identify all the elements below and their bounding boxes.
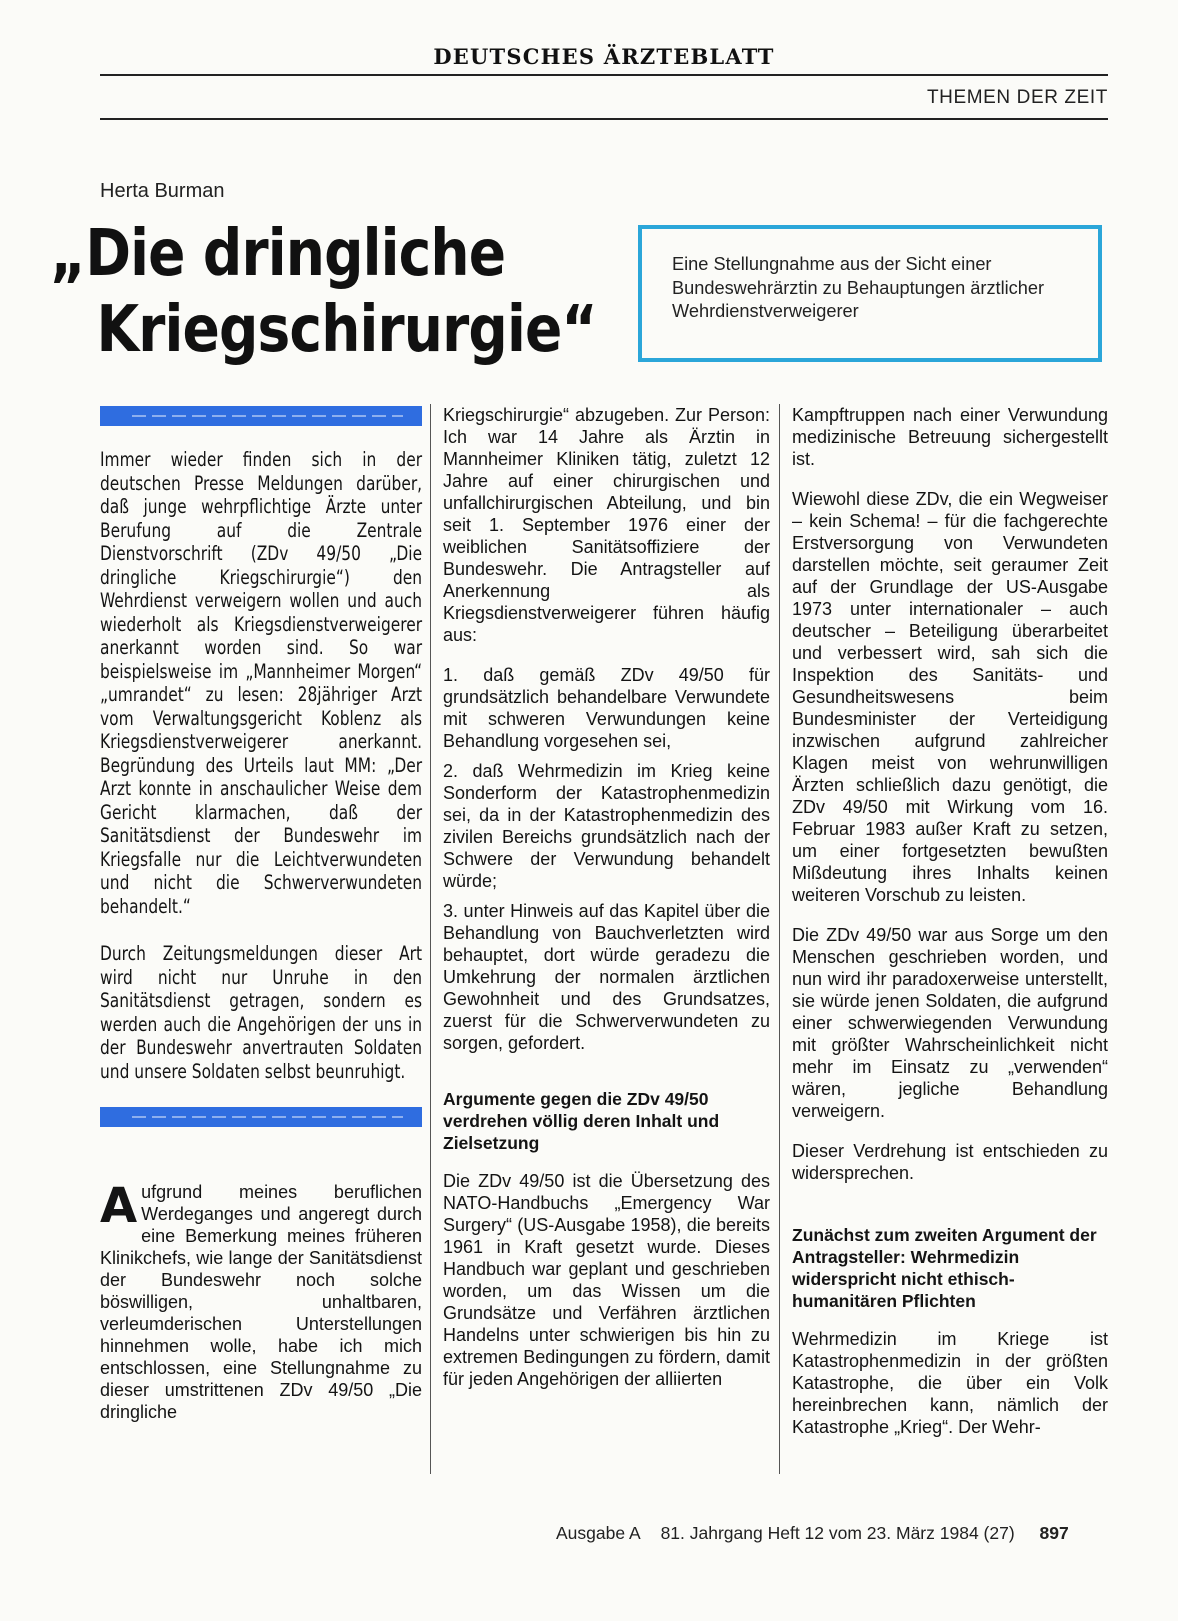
masthead: DEUTSCHES ÄRZTEBLATT xyxy=(433,44,775,69)
body-paragraph: Aufgrund meines beruflichen Werdeganges und angeregt durch eine Bemerkung meines früheren Klinikchefs, wie lange der Sanitätsdienst der Bundeswehr noch solche böswilligen, unhaltbaren, verleumderischen Unterstellungen hinnehmen wolle, habe ich mich entschlossen, eine Stellungnahme zu dieser umstrittenen ZDv 49/50 „Die dringliche xyxy=(100,1178,422,1422)
column-3 xyxy=(792,404,1108,1456)
headline-line-1: „Die dringliche xyxy=(50,217,506,291)
list-item: 2. daß Wehrmedizin im Krieg keine Sonderform der Katastrophenmedizin sei, da in der Katastrophenmedizin des zivilen Bereichs grundsätzlich nach der Schwere der Verwundung behandelt würde; xyxy=(443,761,770,891)
issue-info: 81. Jahrgang Heft 12 vom 23. März 1984 (27) xyxy=(660,1523,1015,1543)
column-2 xyxy=(443,404,770,1408)
headline xyxy=(50,216,597,368)
body-paragraph: Die ZDv 49/50 ist die Übersetzung des NATO-Handbuchs „Emergency War Surgery“ (US-Ausgabe 1958), die bereits 1961 in Kraft gesetzt wurde. Dieses Handbuch war geplant und geschrieben worden, um das Wissen um die Grundsätze und Verfähren ärztlichen Handelns unter schwierigen bis hin zu extremen Bedingungen zu fördern, damit für jeden Angehörigen der alliierten xyxy=(443,1171,770,1389)
teaser-text: Eine Stellungnahme aus der Sicht einer Bundeswehrärztin zu Behauptungen ärztlicher Wehrdienstverweigerer xyxy=(672,254,1045,321)
body-paragraph: Dieser Verdrehung ist entschieden zu widersprechen. xyxy=(792,1141,1108,1183)
author: Herta Burman xyxy=(100,180,225,202)
intro-block xyxy=(100,448,422,1083)
page-number: 897 xyxy=(1039,1523,1069,1543)
list-item: 3. unter Hinweis auf das Kapitel über die Behandlung von Bauchverletzten wird behauptet, dort würde geradezu die Umkehrung der normalen ärztlichen Gewohnheit und des Grundsatzes, zuerst für die Schwerverwundeten zu sorgen, gefordert. xyxy=(443,901,770,1053)
body-paragraph: Wiewohl diese ZDv, die ein Wegweiser – kein Schema! – für die fachgerechte Erstversorgung von Verwundeten darstellen möchte, seit geraumer Zeit auf der Grundlage der US-Ausgabe 1973 unter internationaler – auch deutscher – Beteiligung überarbeitet und verbessert wird, sah sich die Inspektion des Sanitäts- und Gesundheitswesens beim Bundesminister der Verteidigung inzwischen aufgrund zahlreicher Klagen meist von wehrunwilligen Ärzten schließlich dazu genötigt, die ZDv 49/50 mit Wirkung vom 16. Februar 1983 außer Kraft zu setzen, um einer fortgesetzten bewußten Mißdeutung ihres Inhalts keinen weiteren Vorschub zu leisten. xyxy=(792,489,1108,905)
column-divider xyxy=(779,404,780,1474)
intro-paragraph-2: Durch Zeitungsmeldungen dieser Art wird nicht nur Unruhe in den Sanitätsdienst getragen, sondern es werden auch die Angehörigen der uns in der Bundeswehr anvertrauten Soldaten und unsere Soldaten selbst beunruhigt. xyxy=(100,942,423,1083)
section-rule xyxy=(100,118,1108,120)
highlight-bar xyxy=(100,406,422,426)
highlight-bar xyxy=(100,1107,422,1127)
subheading: Zunächst zum zweiten Argument der Antragsteller: Wehrmedizin widerspricht nicht ethisch-humanitären Pflichten xyxy=(792,1225,1097,1311)
page-footer xyxy=(556,1523,1069,1544)
body-paragraph: Wehrmedizin im Kriege ist Katastrophenmedizin in der größten Katastrophe, die über ein Volk hereinbrechen kann, nämlich der Katastrophe „Krieg“. Der Wehr- xyxy=(792,1329,1108,1437)
column-divider xyxy=(430,404,431,1474)
headline-line-2: Kriegschirurgie“ xyxy=(96,293,597,367)
body-paragraph: Kampftruppen nach einer Verwundung medizinische Betreuung sichergestellt ist. xyxy=(792,405,1108,469)
column-1 xyxy=(100,404,422,1441)
masthead-rule xyxy=(100,74,1108,76)
list-item: 1. daß gemäß ZDv 49/50 für grundsätzlich behandelbare Verwundete mit schweren Verwundungen keine Behandlung vorgesehen sei, xyxy=(443,665,770,751)
teaser-box xyxy=(638,225,1102,362)
intro-paragraph-1: Immer wieder finden sich in der deutschen Presse Meldungen darüber, daß junge wehrpflichtige Ärzte unter Berufung auf die Zentrale Dienstvorschrift (ZDv 49/50 „Die dringliche Kriegschirurgie“) den Wehrdienst verweigern wollen und auch wiederholt als Kriegsdienstverweigerer anerkannt worden sind. So war beispielsweise im „Mannheimer Morgen“ „umrandet“ zu lesen: 28jähriger Arzt vom Verwaltungsgericht Koblenz als Kriegsdienstverweigerer anerkannt. Begründung des Urteils laut MM: „Der Arzt konnte in anschaulicher Weise dem Gericht klarmachen, daß der Sanitätsdienst der Bundeswehr im Kriegsfalle nur die Leichtverwundeten und nicht die Schwerverwundeten behandelt.“ xyxy=(100,448,423,918)
subheading: Argumente gegen die ZDv 49/50 verdrehen völlig deren Inhalt und Zielsetzung xyxy=(443,1089,720,1153)
body-paragraph: Die ZDv 49/50 war aus Sorge um den Menschen geschrieben worden, und nun wird ihr paradoxerweise unterstellt, sie würde jenen Soldaten, die aufgrund einer schwerwiegenden Verwundung mit größter Wahrscheinlichkeit nicht mehr im Einsatz zu „verwenden“ wären, jegliche Behandlung verweigern. xyxy=(792,925,1108,1121)
section-label: THEMEN DER ZEIT xyxy=(926,87,1108,108)
edition-label: Ausgabe A xyxy=(556,1523,640,1543)
body-paragraph: Kriegschirurgie“ abzugeben. Zur Person: Ich war 14 Jahre als Ärztin in Mannheimer Kliniken tätig, zuletzt 12 Jahre auf einer chirurgischen und unfallchirurgischen Abteilung, und bin seit 1. September 1976 einer der weiblichen Sanitätsoffiziere der Bundeswehr. Die Antragsteller auf Anerkennung als Kriegsdienstverweigerer führen häufig aus: xyxy=(443,405,770,645)
